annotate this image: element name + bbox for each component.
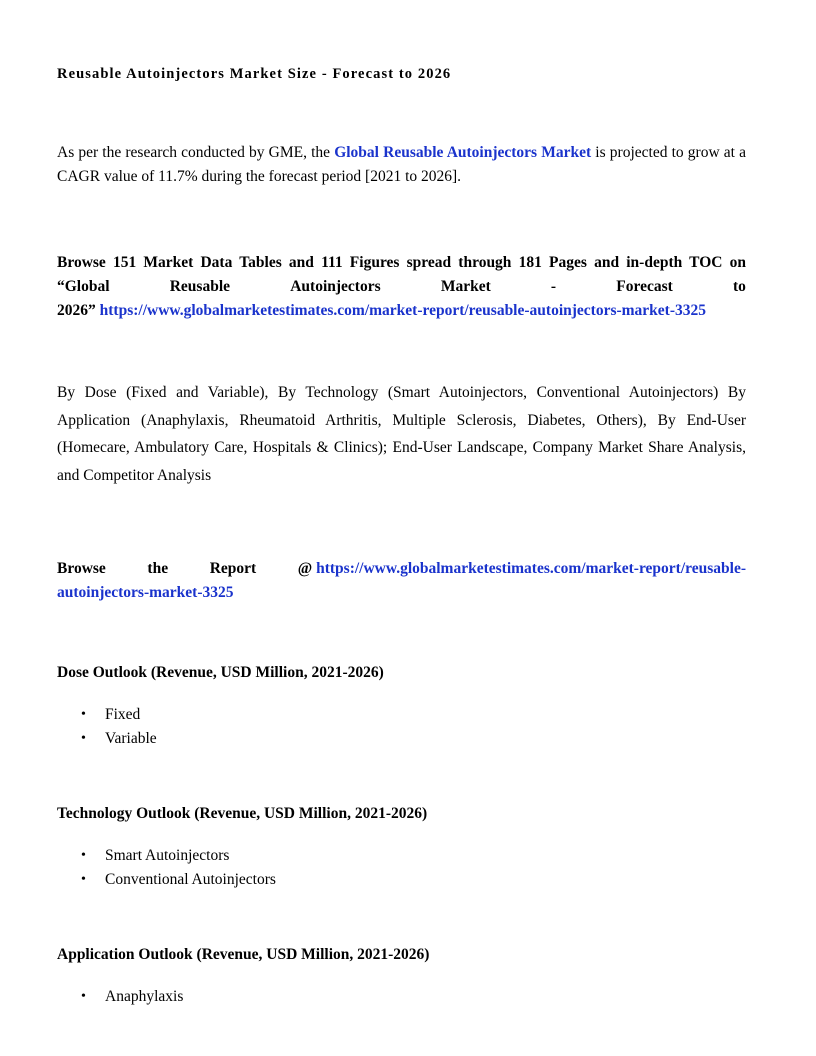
technology-outlook-list bbox=[57, 844, 276, 892]
toc-word: “Global bbox=[57, 278, 110, 295]
bullet-icon: • bbox=[81, 848, 86, 863]
browse-word: Browse bbox=[57, 560, 106, 577]
bullet-icon: • bbox=[81, 989, 86, 1004]
list-item-label: Fixed bbox=[105, 706, 141, 723]
browse-word: the bbox=[147, 560, 169, 577]
dose-outlook-list bbox=[57, 703, 157, 751]
browse-report-url-group bbox=[298, 557, 746, 581]
list-item bbox=[57, 868, 276, 892]
list-item-label: Conventional Autoinjectors bbox=[105, 871, 276, 888]
list-item bbox=[57, 703, 157, 727]
toc-word: Autoinjectors bbox=[290, 278, 381, 295]
intro-text-before: As per the research conducted by GME, the bbox=[57, 144, 335, 161]
toc-word: - bbox=[550, 278, 557, 295]
toc-word: Forecast bbox=[616, 278, 673, 295]
browse-report-line1 bbox=[57, 557, 746, 581]
browse-report-paragraph bbox=[57, 557, 746, 605]
list-item bbox=[57, 985, 183, 1009]
application-outlook-list bbox=[57, 985, 183, 1009]
application-outlook-heading: Application Outlook (Revenue, USD Million, 2021-2026) bbox=[57, 946, 430, 963]
list-item bbox=[57, 727, 157, 751]
list-item-label: Smart Autoinjectors bbox=[105, 847, 230, 864]
browse-toc-line1-text: Browse 151 Market Data Tables and 111 Figures spread through 181 Pages and in-depth TOC on bbox=[57, 254, 746, 271]
report-url-link-part1[interactable]: https://www.globalmarketestimates.com/market-report/reusable- bbox=[316, 560, 746, 577]
toc-word: to bbox=[733, 278, 746, 295]
toc-year-suffix: 2026” bbox=[57, 302, 96, 319]
bullet-icon: • bbox=[81, 707, 86, 722]
bullet-icon: • bbox=[81, 872, 86, 887]
browse-toc-line1 bbox=[57, 251, 746, 275]
bullet-icon: • bbox=[81, 731, 86, 746]
list-item-label: Variable bbox=[105, 730, 157, 747]
technology-outlook-heading: Technology Outlook (Revenue, USD Million, 2021-2026) bbox=[57, 805, 428, 822]
list-item-label: Anaphylaxis bbox=[105, 988, 184, 1005]
toc-word: Reusable bbox=[169, 278, 231, 295]
segments-paragraph: By Dose (Fixed and Variable), By Technology (Smart Autoinjectors, Conventional Autoinjectors) By Application (Anaphylaxis, Rheumatoid Arthritis, Multiple Sclerosis, Diabetes, Others), By End-User (Homecare, Ambulatory Care, Hospitals & Clinics); End-User Landscape, Company Market Share Analysis, and Competitor Analysis bbox=[57, 384, 746, 484]
intro-paragraph bbox=[57, 141, 746, 189]
browse-report-line2 bbox=[57, 581, 746, 605]
browse-toc-paragraph bbox=[57, 251, 746, 323]
report-url-link-part2[interactable]: autoinjectors-market-3325 bbox=[57, 584, 234, 601]
dose-outlook-heading: Dose Outlook (Revenue, USD Million, 2021-2026) bbox=[57, 664, 384, 681]
browse-toc-line3 bbox=[57, 299, 746, 323]
toc-word: Market bbox=[440, 278, 491, 295]
toc-report-url-link[interactable]: https://www.globalmarketestimates.com/market-report/reusable-autoinjectors-market-3325 bbox=[99, 302, 707, 319]
document-title: Reusable Autoinjectors Market Size - Forecast to 2026 bbox=[57, 66, 452, 82]
global-market-link[interactable]: Global Reusable Autoinjectors Market bbox=[334, 144, 592, 161]
browse-word: @ bbox=[297, 560, 313, 577]
list-item bbox=[57, 844, 276, 868]
browse-word: Report bbox=[209, 560, 257, 577]
browse-toc-line2 bbox=[57, 275, 746, 299]
intro-text-after: is projected to grow at a CAGR value of 11.7% during the forecast period [2021 to 2026]. bbox=[57, 144, 746, 185]
